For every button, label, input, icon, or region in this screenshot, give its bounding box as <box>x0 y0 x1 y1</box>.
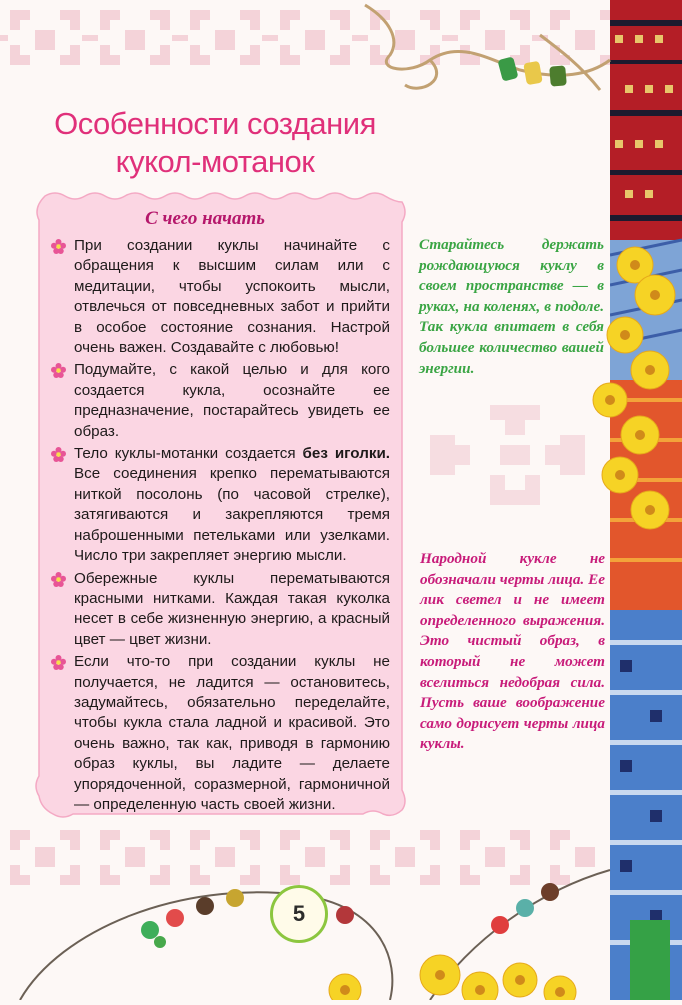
beaded-wire-decor <box>0 850 682 1000</box>
twine-beads-decor <box>360 0 620 110</box>
pink-flower-icon <box>51 363 66 378</box>
pink-flower-icon <box>51 572 66 587</box>
tips-list <box>48 236 390 817</box>
side-note-green: Старайтесь держать рождающуюся куклу в своем пространстве — в руках, на коленях, в подоле. Так кукла впитает в себя большее количество вашей энергии. <box>419 236 604 377</box>
list-item <box>48 360 390 442</box>
list-item-text-pre: Тело куклы-мотанки создается <box>74 445 303 463</box>
page-title <box>30 105 400 181</box>
middle-ornament <box>420 395 610 515</box>
list-item-text: Подумайте, с какой целью и для кого создается кукла, осознайте ее предназначение, постарайтесь увидеть ее образ. <box>74 361 390 440</box>
box-heading: С чего начать <box>145 208 265 229</box>
title-line-1: Особенности создания <box>54 106 376 141</box>
list-item <box>48 236 390 358</box>
list-item <box>48 652 390 815</box>
list-item-text: Обережные куклы перематываются красными нитками. Каждая такая куколка несет в себе жизненную энергию, а красный цвет — цвет жизни. <box>74 569 390 648</box>
list-item <box>48 444 390 566</box>
title-line-2: кукол-мотанок <box>115 144 315 179</box>
pink-flower-icon <box>51 447 66 462</box>
page-number: 5 <box>270 885 328 943</box>
side-note-pink: Народной кукле не обозначали черты лица. Ее лик светел и не имеет определенного выражения. Это чистый образ, в который не может вселиться недобрая сила. Пусть ваше воображение само дорисует черты лица куклы. <box>420 550 605 753</box>
list-item-text: При создании куклы начинайте с обращения к высшим силам или с медитации, чтобы успокоить мысли, отвлечься от повседневных забот и прийти в особое состояние сознания. Настрой очень важен. Создавайте с любовью! <box>74 237 390 357</box>
list-item <box>48 569 390 651</box>
list-item-text-post: Все соединения крепко перематываются ниткой посолонь (по часовой стрелке), затягиваются и закрепляются тремя наброшенными петельками или узелками. Число три закрепляет энергию мысли. <box>74 465 390 565</box>
list-item-text: Если что-то при создании куклы не получается, не ладится — остановитесь, задумайтесь, обязательно переделайте, чтобы кукла стала ладной и красивой. Это очень важно, так как, приводя в гармонию образ куклы, вы ладите — делаете упорядоченной, соразмерной, гармоничной — определенную часть своей жизни. <box>74 653 390 813</box>
pink-flower-icon <box>51 655 66 670</box>
pink-flower-icon <box>51 239 66 254</box>
list-item-text-bold: без иголки. <box>302 445 391 463</box>
